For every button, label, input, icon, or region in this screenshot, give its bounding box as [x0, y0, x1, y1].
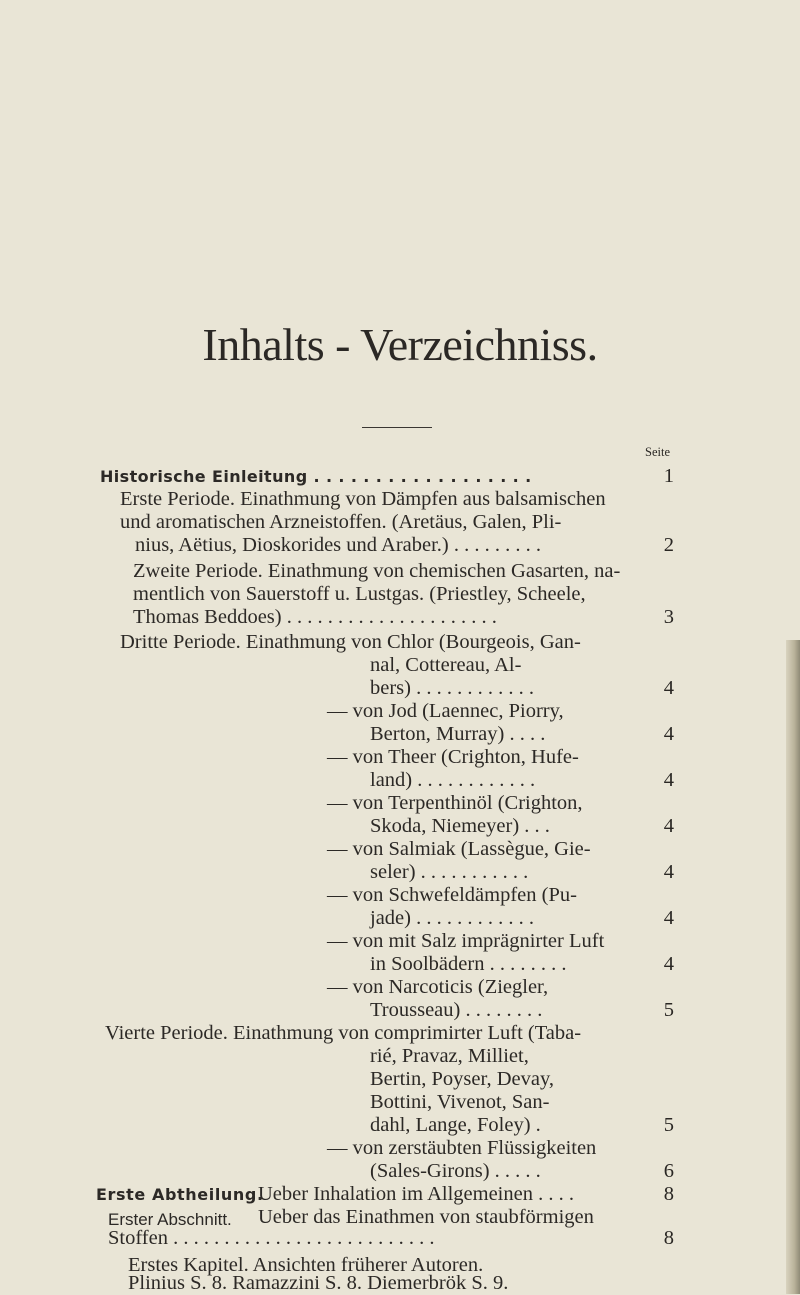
page-number: 4	[663, 769, 674, 791]
toc-entry-text: land) . . . . . . . . . . . .	[370, 769, 536, 791]
toc-entry-text: jade) . . . . . . . . . . . .	[370, 907, 534, 929]
toc-entry-salmiak: — von Salmiak (Lassègue, Gie-	[327, 838, 591, 860]
toc-entry-text: Trousseau) . . . . . . . .	[370, 999, 543, 1021]
toc-entry-text: (Sales-Girons) . . . . .	[370, 1160, 541, 1182]
toc-section-erste-abtheilung: Erste Abtheilung.	[96, 1185, 264, 1204]
page-number: 3	[663, 606, 674, 628]
toc-entry-erstes-kapitel: Erstes Kapitel. Ansichten früherer Autoren.	[128, 1254, 484, 1276]
toc-entry-text: Bottini, Vivenot, San-	[370, 1091, 550, 1113]
page-number: 5	[663, 1114, 674, 1136]
page-number: 2	[663, 534, 674, 556]
toc-entry-text: rié, Pravaz, Milliet,	[370, 1045, 529, 1067]
toc-entry-zerstaeubte-fluessigkeiten: — von zerstäubten Flüssigkeiten	[327, 1137, 597, 1159]
page-column-header: Seite	[645, 445, 670, 459]
page-number: 4	[663, 861, 674, 883]
title-divider	[362, 427, 432, 428]
toc-entry-text: dahl, Lange, Foley) .	[370, 1114, 541, 1136]
toc-entry-vierte-periode: Vierte Periode. Einathmung von comprimirter Luft (Taba-	[105, 1022, 582, 1044]
toc-entry-text: mentlich von Sauerstoff u. Lustgas. (Priestley, Scheele,	[133, 583, 586, 605]
toc-entry-text: Thomas Beddoes) . . . . . . . . . . . . . . . . . . . . .	[133, 606, 497, 628]
toc-entry-text: Skoda, Niemeyer) . . .	[370, 815, 550, 837]
page-number: 8	[663, 1227, 674, 1249]
toc-entry-text: seler) . . . . . . . . . . .	[370, 861, 529, 883]
page-number: 4	[663, 815, 674, 837]
toc-entry-text: Ueber Inhalation im Allgemeinen . . . .	[258, 1183, 574, 1205]
toc-entry-text: in Soolbädern . . . . . . . .	[370, 953, 567, 975]
page-number: 5	[663, 999, 674, 1021]
toc-entry-text: nius, Aëtius, Dioskorides und Araber.) . . . . . . . . .	[135, 534, 541, 556]
toc-entry-text: Stoffen . . . . . . . . . . . . . . . . . . . . . . . . . .	[108, 1227, 435, 1249]
toc-section-erster-abschnitt: Erster Abschnitt.	[108, 1210, 232, 1229]
toc-entry-text: Berton, Murray) . . . .	[370, 723, 546, 745]
page-title: Inhalts - Verzeichniss.	[202, 319, 598, 370]
toc-entry-text: und aromatischen Arzneistoffen. (Aretäus, Galen, Pli-	[120, 511, 562, 533]
page-number: 6	[663, 1160, 674, 1182]
toc-entry-text: nal, Cottereau, Al-	[370, 654, 522, 676]
toc-entry-theer: — von Theer (Crighton, Hufe-	[327, 746, 579, 768]
toc-entry-schwefeldaempfe: — von Schwefeldämpfen (Pu-	[327, 884, 577, 906]
toc-entry-erste-periode: Erste Periode. Einathmung von Dämpfen aus balsamischen	[120, 488, 606, 510]
page-number: 4	[663, 953, 674, 975]
page-number: 4	[663, 677, 674, 699]
page-number: 8	[663, 1183, 674, 1205]
toc-entry-text: Bertin, Poyser, Devay,	[370, 1068, 555, 1090]
toc-entry-jod: — von Jod (Laennec, Piorry,	[327, 700, 564, 722]
page-edge	[786, 640, 800, 1294]
toc-entry-text: Ueber das Einathmen von staubförmigen	[258, 1206, 594, 1228]
toc-entry-text: Plinius S. 8. Ramazzini S. 8. Diemerbrök S. 9.	[128, 1272, 509, 1294]
page-number: 1	[663, 465, 674, 487]
toc-entry-text: bers) . . . . . . . . . . . .	[370, 677, 534, 699]
toc-entry-zweite-periode: Zweite Periode. Einathmung von chemischen Gasarten, na-	[133, 560, 621, 582]
page-number: 4	[663, 907, 674, 929]
toc-entry-narcoticis: — von Narcoticis (Ziegler,	[327, 976, 549, 998]
toc-entry-historische-einleitung: Historische Einleitung . . . . . . . . . . . . . . . . . .	[100, 467, 532, 486]
toc-entry-terpenthinoel: — von Terpenthinöl (Crighton,	[327, 792, 583, 814]
toc-entry-dritte-periode: Dritte Periode. Einathmung von Chlor (Bourgeois, Gan-	[120, 631, 581, 653]
toc-entry-salzluft: — von mit Salz imprägnirter Luft	[327, 930, 605, 952]
page-number: 4	[663, 723, 674, 745]
